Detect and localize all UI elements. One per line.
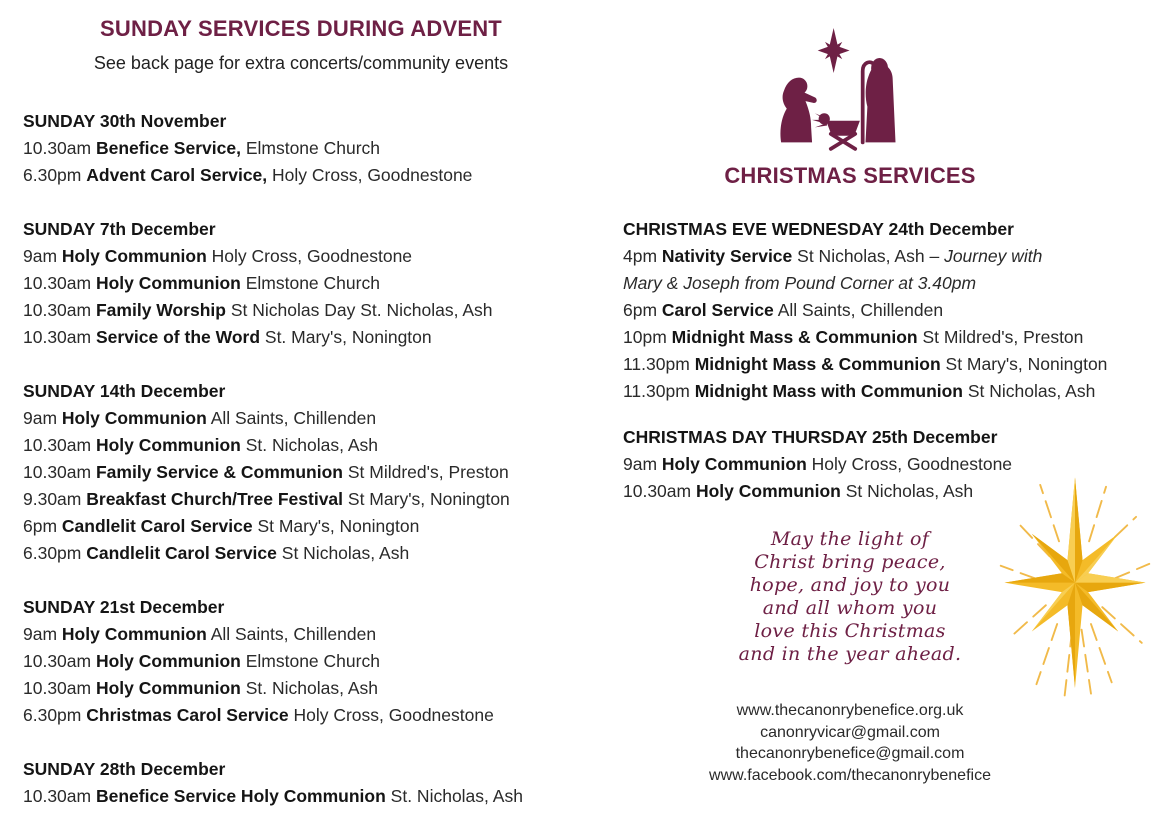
service-time: 10.30am: [23, 300, 92, 320]
service-location: St Nicholas, Ash –: [797, 246, 940, 266]
blessing-line: Christ bring peace,: [754, 551, 946, 573]
service-name: Family Service & Communion: [95, 462, 343, 482]
service-time: 9am: [23, 246, 58, 266]
service-name: Holy Communion: [661, 454, 807, 474]
service-time: 10.30am: [623, 481, 692, 501]
service-entry: [23, 135, 579, 162]
service-time: 10.30am: [23, 786, 92, 806]
service-time: 10.30am: [23, 651, 92, 671]
service-name: Holy Communion: [95, 651, 241, 671]
service-location: Holy Cross, Goodnestone: [811, 454, 1013, 474]
service-time: 9.30am: [23, 489, 82, 509]
service-time: 9am: [23, 624, 58, 644]
service-name: Holy Communion: [61, 408, 207, 428]
section-christmas-eve: [623, 216, 1128, 405]
service-location: St Mary's, Nonington: [257, 516, 420, 536]
section-sunday-7-december: [23, 216, 579, 351]
service-location: St Nicholas, Ash: [845, 481, 974, 501]
service-entry: [623, 351, 1128, 378]
service-location: St Nicholas, Ash: [967, 381, 1096, 401]
service-entry: [23, 432, 579, 459]
blessing-line: and all whom you: [762, 597, 938, 619]
service-time: 9am: [23, 408, 58, 428]
vicar-email: canonryvicar@gmail.com: [760, 723, 940, 741]
section-heading: SUNDAY 14th December: [23, 381, 226, 401]
blessing-line: May the light of: [770, 528, 930, 550]
service-entry: [23, 783, 579, 810]
contact-links: [620, 700, 1080, 786]
section-heading: CHRISTMAS DAY THURSDAY 25th December: [623, 427, 998, 447]
service-location: St. Nicholas, Ash: [245, 435, 379, 455]
service-entry: [23, 540, 579, 567]
service-name: Carol Service: [661, 300, 774, 320]
section-sunday-21-december: [23, 594, 579, 729]
service-time: 6pm: [623, 300, 658, 320]
service-location: St Mary's, Nonington: [945, 354, 1108, 374]
section-sunday-14-december: [23, 378, 579, 567]
service-name: Holy Communion: [61, 246, 207, 266]
service-location: St Mildred's, Preston: [922, 327, 1084, 347]
service-name: Candlelit Carol Service: [61, 516, 253, 536]
section-sunday-30-november: [23, 108, 579, 189]
service-entry: [23, 324, 579, 351]
service-name: Holy Communion: [95, 678, 241, 698]
service-location: Elmstone Church: [245, 273, 380, 293]
service-location: St Nicholas, Ash: [281, 543, 410, 563]
service-location: Holy Cross, Goodnestone: [211, 246, 413, 266]
service-time: 10.30am: [23, 678, 92, 698]
service-entry: [623, 297, 1128, 324]
blessing-line: love this Christmas: [754, 620, 946, 642]
service-location: All Saints, Chillenden: [777, 300, 944, 320]
service-location: St Mary's, Nonington: [347, 489, 510, 509]
service-name: Holy Communion: [695, 481, 841, 501]
service-time: 10.30am: [23, 273, 92, 293]
service-time: 6.30pm: [23, 543, 82, 563]
service-name: Midnight Mass & Communion: [694, 354, 941, 374]
service-entry: [23, 297, 579, 324]
section-heading: SUNDAY 30th November: [23, 111, 227, 131]
advent-column: [23, 14, 579, 810]
service-name: Holy Communion: [95, 435, 241, 455]
service-location: St. Nicholas, Ash: [245, 678, 379, 698]
service-entry: [23, 648, 579, 675]
service-name: Benefice Service,: [95, 138, 241, 158]
section-sunday-28-december: [23, 756, 579, 810]
service-name: Family Worship: [95, 300, 226, 320]
service-location: St. Mary's, Nonington: [264, 327, 432, 347]
service-name: Candlelit Carol Service: [86, 543, 277, 563]
service-time: 9am: [623, 454, 658, 474]
service-entry: [23, 702, 579, 729]
blessing-line: hope, and joy to you: [749, 574, 951, 596]
service-name: Advent Carol Service,: [86, 165, 268, 185]
service-entry: [23, 270, 579, 297]
blessing-line: and in the year ahead.: [738, 643, 962, 665]
nativity-icon: [768, 26, 918, 168]
section-heading: SUNDAY 28th December: [23, 759, 226, 779]
subtitle: See back page for extra concerts/community events: [93, 53, 509, 73]
service-location: All Saints, Chillenden: [210, 408, 377, 428]
service-time: 10.30am: [23, 462, 92, 482]
christmas-services-title: CHRISTMAS SERVICES: [724, 163, 976, 188]
service-name: Service of the Word: [95, 327, 261, 347]
service-time: 4pm: [623, 246, 658, 266]
service-location: Elmstone Church: [245, 138, 381, 158]
service-time: 6pm: [23, 516, 58, 536]
service-time: 11.30pm: [623, 354, 690, 374]
bethlehem-star-icon: [995, 468, 1155, 708]
facebook-url: www.facebook.com/thecanonrybenefice: [709, 766, 991, 784]
benefice-email: thecanonrybenefice@gmail.com: [735, 745, 965, 762]
service-time: 10.30am: [23, 435, 92, 455]
service-entry: [23, 486, 579, 513]
service-time: 10.30am: [23, 327, 92, 347]
service-time: 11.30pm: [623, 381, 690, 401]
service-entry: [623, 243, 1128, 270]
service-note-continuation: Mary & Joseph from Pound Corner at 3.40pm: [623, 273, 977, 293]
section-heading: SUNDAY 7th December: [23, 219, 216, 239]
service-name: Midnight Mass & Communion: [671, 327, 918, 347]
service-time: 6.30pm: [23, 705, 82, 725]
service-location: St Nicholas Day St. Nicholas, Ash: [230, 300, 493, 320]
page-title: SUNDAY SERVICES DURING ADVENT: [100, 16, 502, 41]
service-name: Christmas Carol Service: [86, 705, 289, 725]
service-name: Holy Communion: [61, 624, 207, 644]
service-location: Holy Cross, Goodnestone: [293, 705, 494, 725]
service-name: Benefice Service Holy Communion: [95, 786, 386, 806]
service-entry: [623, 378, 1128, 405]
service-entry: [23, 459, 579, 486]
service-location: St Mildred's, Preston: [347, 462, 509, 482]
service-name: Breakfast Church/Tree Festival: [86, 489, 344, 509]
service-location: All Saints, Chillenden: [210, 624, 377, 644]
service-entry: [23, 162, 579, 189]
service-entry: [623, 324, 1128, 351]
service-entry: [23, 675, 579, 702]
section-heading: SUNDAY 21st December: [23, 597, 225, 617]
service-time: 10pm: [623, 327, 667, 347]
service-time: 6.30pm: [23, 165, 82, 185]
section-heading: CHRISTMAS EVE WEDNESDAY 24th December: [623, 219, 1014, 239]
website-url: www.thecanonrybenefice.org.uk: [736, 702, 964, 719]
service-entry: [23, 621, 579, 648]
service-entry: [23, 243, 579, 270]
service-location: St. Nicholas, Ash: [390, 786, 523, 806]
service-location: Elmstone Church: [245, 651, 380, 671]
service-entry: [23, 513, 579, 540]
service-location: Holy Cross, Goodnestone: [272, 165, 473, 185]
service-name: Nativity Service: [661, 246, 793, 266]
service-time: 10.30am: [23, 138, 92, 158]
service-name: Midnight Mass with Communion: [694, 381, 963, 401]
service-entry: [23, 405, 579, 432]
service-note: Journey with: [944, 246, 1043, 266]
service-name: Holy Communion: [95, 273, 241, 293]
